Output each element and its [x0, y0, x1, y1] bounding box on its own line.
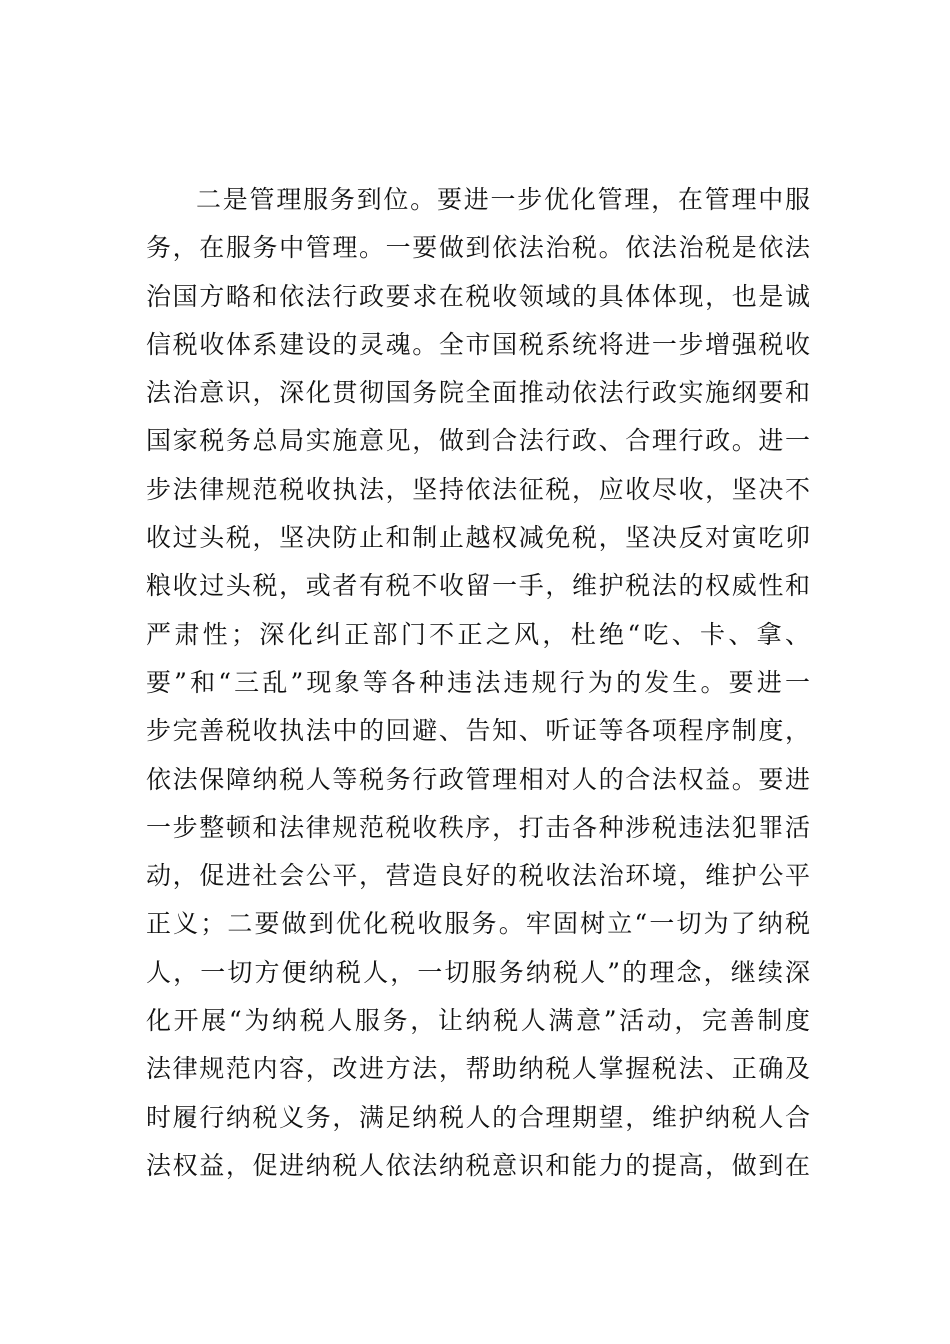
paragraph-line: 步完善税收执法中的回避、告知、听证等各项程序制度， [146, 716, 810, 746]
paragraph-line: 一步整顿和法律规范税收秩序，打击各种涉税违法犯罪活 [146, 812, 810, 842]
paragraph-line: 粮收过头税，或者有税不收留一手，维护税法的权威性和 [146, 571, 810, 601]
paragraph-line: 务，在服务中管理。一要做到依法治税。依法治税是依法 [146, 233, 810, 263]
paragraph-line: 依法保障纳税人等税务行政管理相对人的合法权益。要进 [146, 764, 810, 794]
body-paragraph [146, 176, 810, 1190]
paragraph-line: 正义；二要做到优化税收服务。牢固树立“一切为了纳税 [146, 909, 810, 939]
paragraph-line: 二是管理服务到位。要进一步优化管理，在管理中服 [196, 185, 810, 214]
paragraph-line: 动，促进社会公平，营造良好的税收法治环境，维护公平 [146, 861, 810, 891]
paragraph-line: 收过头税，坚决防止和制止越权减免税，坚决反对寅吃卯 [146, 523, 810, 553]
paragraph-line: 化开展“为纳税人服务，让纳税人满意”活动，完善制度 [146, 1006, 810, 1036]
paragraph-line: 国家税务总局实施意见，做到合法行政、合理行政。进一 [146, 426, 810, 456]
paragraph-line: 人，一切方便纳税人，一切服务纳税人”的理念，继续深 [146, 957, 810, 987]
paragraph-line: 法权益，促进纳税人依法纳税意识和能力的提高，做到在 [146, 1150, 810, 1180]
paragraph-line: 治国方略和依法行政要求在税收领域的具体体现，也是诚 [146, 281, 810, 311]
paragraph-line: 要”和“三乱”现象等各种违法违规行为的发生。要进一 [146, 667, 810, 697]
paragraph-line: 法律规范内容，改进方法，帮助纳税人掌握税法、正确及 [146, 1054, 810, 1084]
paragraph-line: 严肃性；深化纠正部门不正之风，杜绝“吃、卡、拿、 [146, 619, 810, 649]
paragraph-line: 步法律规范税收执法，坚持依法征税，应收尽收，坚决不 [146, 474, 810, 504]
paragraph-line: 时履行纳税义务，满足纳税人的合理期望，维护纳税人合 [146, 1102, 810, 1132]
paragraph-line: 法治意识，深化贯彻国务院全面推动依法行政实施纲要和 [146, 378, 810, 408]
paragraph-line: 信税收体系建设的灵魂。全市国税系统将进一步增强税收 [146, 329, 810, 359]
